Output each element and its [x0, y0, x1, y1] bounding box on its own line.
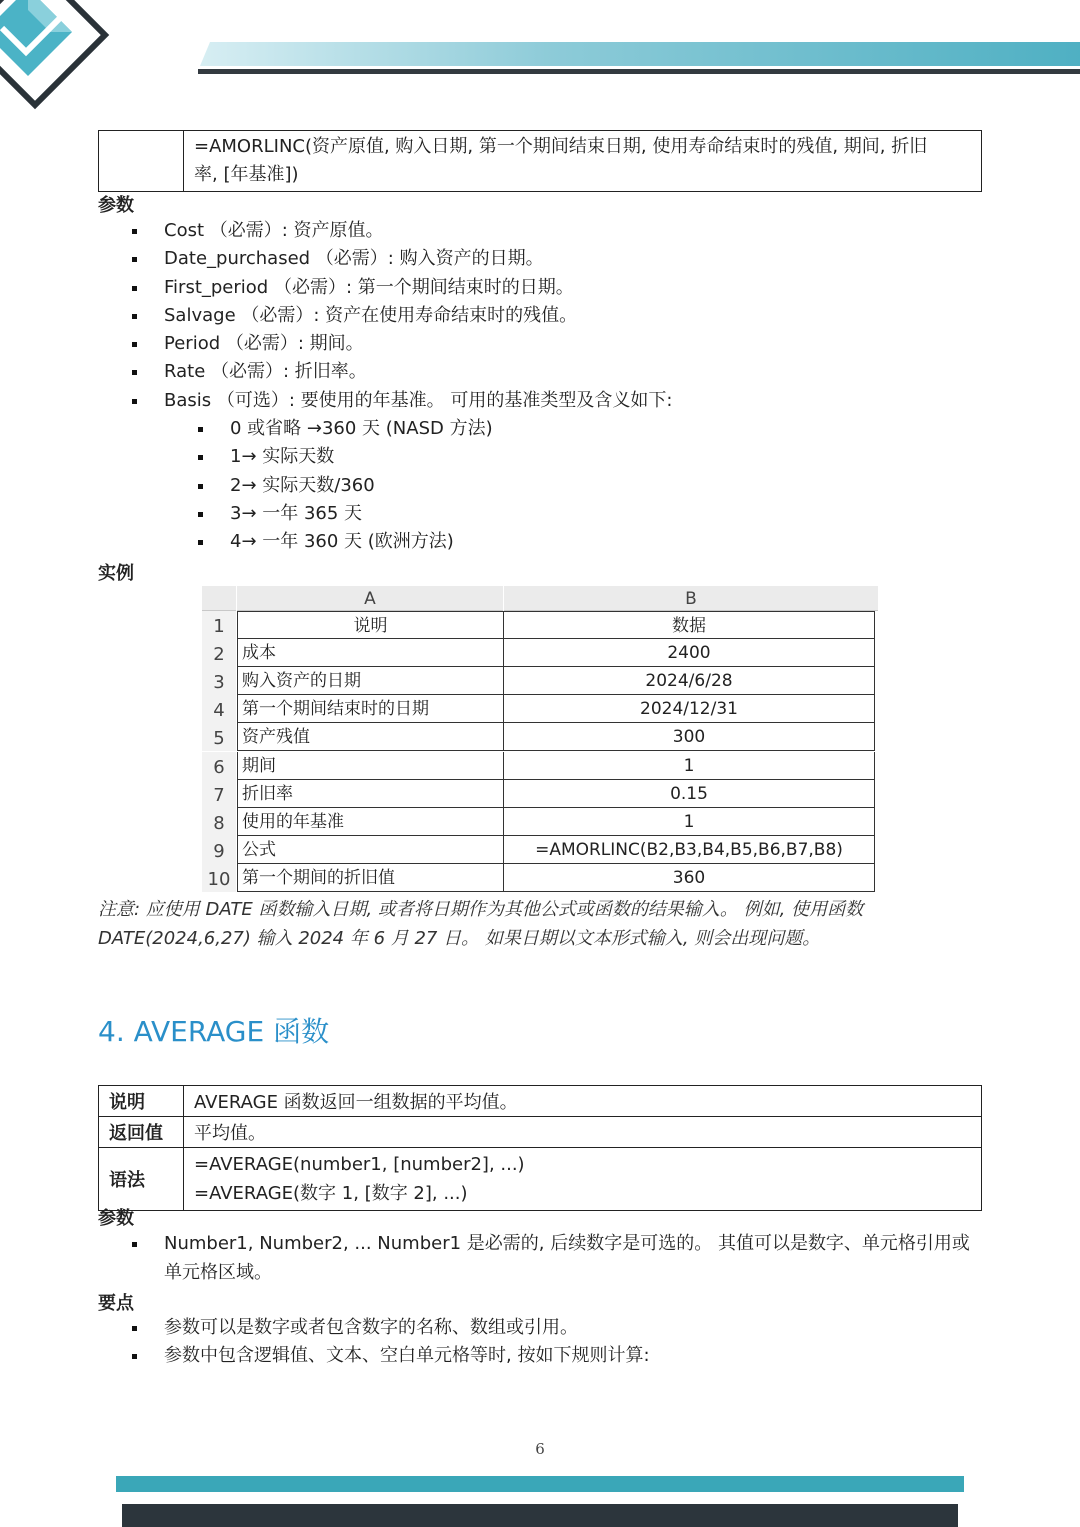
- list-item: Period （必需）: 期间。: [130, 330, 672, 358]
- row-number: 9: [202, 836, 236, 864]
- footer-dark-bar: [122, 1504, 958, 1527]
- cell-description: 资产残值: [237, 723, 504, 751]
- params-heading: 参数: [98, 195, 134, 216]
- bullet-icon: [132, 229, 137, 234]
- row-number: 5: [202, 723, 236, 751]
- average-param-item: [130, 1230, 990, 1287]
- cell-value: 1: [504, 752, 875, 780]
- bullet-icon: [198, 455, 203, 460]
- date-input-note: [98, 895, 988, 953]
- bullet-icon: [198, 427, 203, 432]
- row-number: 3: [202, 667, 236, 695]
- basis-options-list: [196, 415, 493, 556]
- bullet-icon: [198, 484, 203, 489]
- bullet-icon: [132, 1242, 137, 1247]
- row-number: 8: [202, 808, 236, 836]
- corner-cell: [202, 586, 236, 611]
- syntax-line-2: 率, [年基准]): [194, 164, 299, 185]
- bullet-icon: [198, 540, 203, 545]
- syntax-line-1: =AMORLINC(资产原值, 购入日期, 第一个期间结束日期, 使用寿命结束时的残值, 期间, 折旧: [194, 136, 928, 157]
- bullet-icon: [132, 370, 137, 375]
- example-spreadsheet: [202, 586, 878, 892]
- desc-value: AVERAGE 函数返回一组数据的平均值。: [184, 1086, 982, 1117]
- row-number: 10: [202, 864, 236, 892]
- cell-value: =AMORLINC(B2,B3,B4,B5,B6,B7,B8): [504, 836, 875, 864]
- syntax-line-1: =AVERAGE(number1, [number2], ...): [194, 1154, 525, 1175]
- bullet-icon: [132, 1326, 137, 1331]
- row-number: 4: [202, 695, 236, 723]
- example-heading: 实例: [98, 563, 134, 584]
- bullet-icon: [132, 257, 137, 262]
- desc-label: 说明: [99, 1086, 184, 1117]
- list-item: 0 或省略 →360 天 (NASD 方法): [196, 415, 493, 443]
- syntax-value: [184, 1148, 982, 1211]
- brand-diamond-logo: [0, 0, 110, 110]
- bullet-icon: [132, 286, 137, 291]
- cell-description: 使用的年基准: [237, 808, 504, 836]
- param-line-2: 单元格区域。: [164, 1261, 272, 1283]
- cell-value: 2024/6/28: [504, 667, 875, 695]
- cell-value: 0.15: [504, 780, 875, 808]
- average-points-list: [130, 1314, 650, 1371]
- syntax-value-cell: [184, 131, 982, 192]
- points-heading: 要点: [98, 1293, 134, 1314]
- list-item: Basis （可选）: 要使用的年基准。 可用的基准类型及含义如下:: [130, 387, 672, 415]
- row-number: 2: [202, 639, 236, 667]
- list-item: 3→ 一年 365 天: [196, 500, 493, 528]
- list-item: 2→ 实际天数/360: [196, 472, 493, 500]
- page-number: 6: [535, 1440, 545, 1458]
- column-header-a: A: [237, 586, 503, 611]
- bullet-icon: [132, 1354, 137, 1359]
- amorlinc-syntax-table: [98, 130, 982, 192]
- cell-value: 360: [504, 864, 875, 892]
- list-item: Cost （必需）: 资产原值。: [130, 217, 672, 245]
- syntax-label: 语法: [99, 1148, 184, 1211]
- section-heading-average: 4. AVERAGE 函数: [98, 1015, 330, 1048]
- cell-description: 折旧率: [237, 780, 504, 808]
- syntax-line-2: =AVERAGE(数字 1, [数字 2], ...): [194, 1183, 468, 1204]
- list-item: 1→ 实际天数: [196, 443, 493, 471]
- bullet-icon: [132, 314, 137, 319]
- row-number: 7: [202, 780, 236, 808]
- cell-description: 期间: [237, 752, 504, 780]
- column-header-b: B: [504, 586, 878, 611]
- list-item: 参数中包含逻辑值、文本、空白单元格等时, 按如下规则计算:: [130, 1342, 650, 1370]
- cell-value: 2024/12/31: [504, 695, 875, 723]
- cell-value: 2400: [504, 639, 875, 667]
- amorlinc-params-list: [130, 217, 672, 415]
- cell-description: 说明: [237, 611, 504, 639]
- cell-value: 300: [504, 723, 875, 751]
- bullet-icon: [198, 512, 203, 517]
- note-line-1: 注意: 应使用 DATE 函数输入日期, 或者将日期作为其他公式或函数的结果输入。 例如, 使用函数: [98, 899, 864, 920]
- header-accent-bar: [200, 42, 1080, 66]
- note-line-2: DATE(2024,6,27) 输入 2024 年 6 月 27 日。 如果日期以文本形式输入, 则会出现问题。: [98, 928, 821, 949]
- syntax-label-cell: [99, 131, 184, 192]
- list-item: Rate （必需）: 折旧率。: [130, 358, 672, 386]
- average-params-heading: 参数: [98, 1208, 134, 1229]
- list-item: First_period （必需）: 第一个期间结束时的日期。: [130, 274, 672, 302]
- bullet-icon: [132, 342, 137, 347]
- footer-accent-bar: [116, 1476, 964, 1492]
- param-line-1: Number1, Number2, ... Number1 是必需的, 后续数字是可选的。 其值可以是数字、单元格引用或: [164, 1233, 970, 1254]
- cell-description: 公式: [237, 836, 504, 864]
- list-item: Date_purchased （必需）: 购入资产的日期。: [130, 245, 672, 273]
- list-item: 4→ 一年 360 天 (欧洲方法): [196, 528, 493, 556]
- return-value: 平均值。: [184, 1117, 982, 1148]
- average-info-table: [98, 1085, 982, 1211]
- cell-description: 第一个期间的折旧值: [237, 864, 504, 892]
- cell-description: 购入资产的日期: [237, 667, 504, 695]
- cell-value: 1: [504, 808, 875, 836]
- cell-description: 第一个期间结束时的日期: [237, 695, 504, 723]
- cell-description: 成本: [237, 639, 504, 667]
- list-item: 参数可以是数字或者包含数字的名称、数组或引用。: [130, 1314, 650, 1342]
- list-item: Salvage （必需）: 资产在使用寿命结束时的残值。: [130, 302, 672, 330]
- row-number: 1: [202, 611, 236, 639]
- return-label: 返回值: [99, 1117, 184, 1148]
- cell-value: 数据: [504, 611, 875, 639]
- row-number: 6: [202, 752, 236, 780]
- bullet-icon: [132, 399, 137, 404]
- header-dark-rule: [198, 69, 1080, 74]
